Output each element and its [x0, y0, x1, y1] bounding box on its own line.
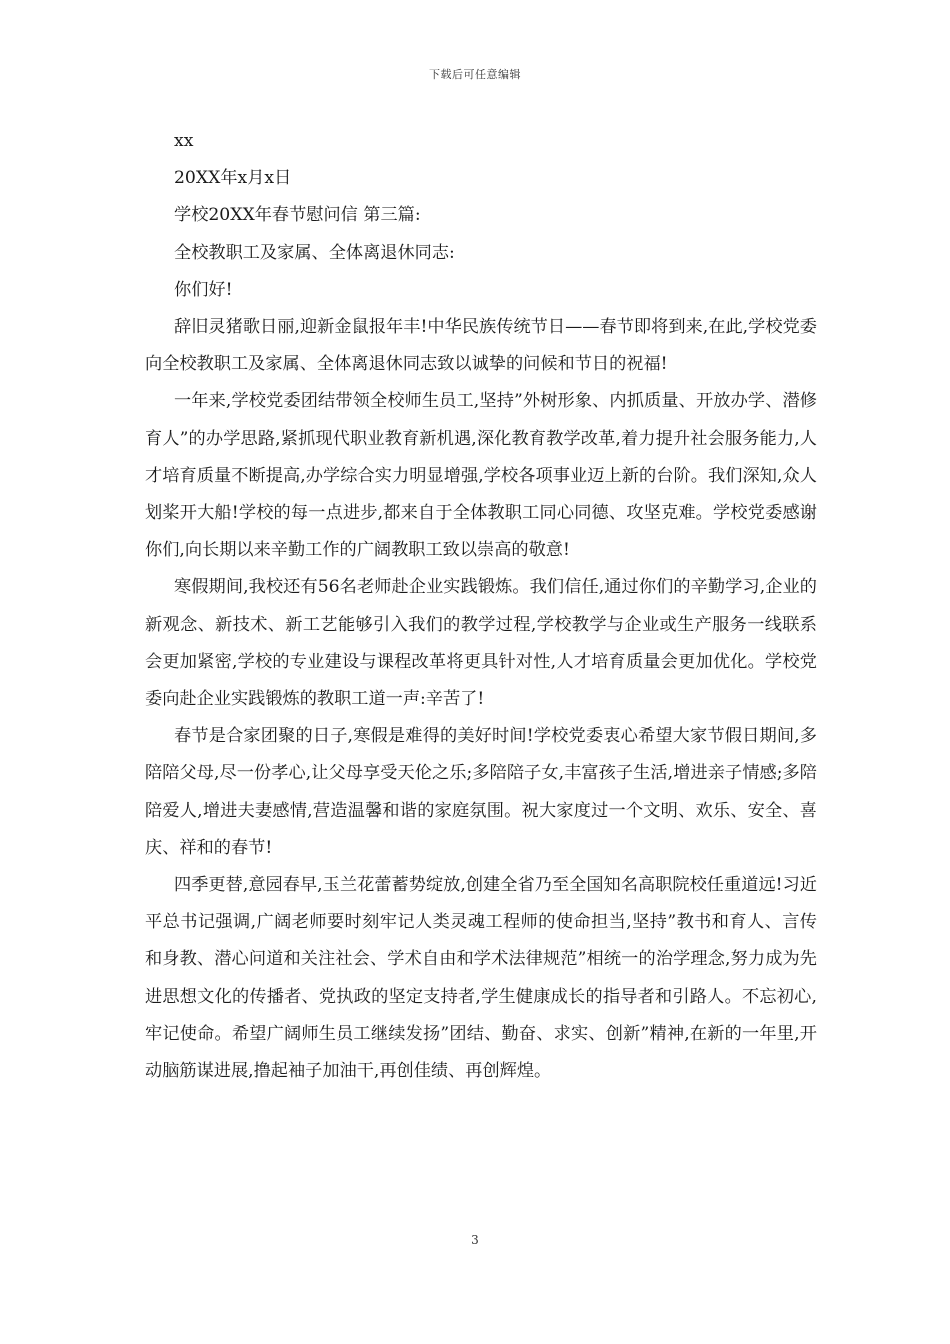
paragraph: 四季更替,意园春早,玉兰花蕾蓄势绽放,创建全省乃至全国知名高职院校任重道远!习近平总书记强调,广阔老师要时刻牢记人类灵魂工程师的使命担当,坚持”教书和育人、言传和身教、潜心问道和关注社会、学术自由和学术法律规范”相统一的治学理念,努力成为先进思想文化的传播者、党执政的坚定支持者,学生健康成长的指导者和引路人。不忘初心,牢记使命。希望广阔师生员工继续发扬”团结、勤奋、求实、创新”精神,在新的一年里,开动脑筋谋进展,撸起袖子加油干,再创佳绩、再创辉煌。	[145, 874, 817, 1081]
signature-line: xx	[174, 131, 194, 151]
paragraph: 辞旧灵猪歌日丽,迎新金鼠报年丰!中华民族传统节日——春节即将到来,在此,学校党委向全校教职工及家属、全体离退休同志致以诚挚的问候和节日的祝福!	[145, 316, 817, 375]
salutation: 全校教职工及家属、全体离退休同志:	[174, 242, 455, 263]
letter-title: 学校20XX年春节慰问信 第三篇:	[174, 205, 421, 226]
date-line: 20XX年x月x日	[174, 168, 292, 189]
greeting: 你们好!	[174, 279, 233, 300]
paragraph: 春节是合家团聚的日子,寒假是难得的美好时间!学校党委衷心希望大家节假日期间,多陪陪父母,尽一份孝心,让父母享受天伦之乐;多陪陪子女,丰富孩子生活,增进亲子情感;多陪陪爱人,增进夫妻感情,营造温馨和谐的家庭氛围。祝大家度过一个文明、欢乐、安全、喜庆、祥和的春节!	[145, 726, 817, 858]
paragraph: 一年来,学校党委团结带领全校师生员工,坚持”外树形象、内抓质量、开放办学、潜修育人”的办学思路,紧抓现代职业教育新机遇,深化教育教学改革,着力提升社会服务能力,人才培育质量不断提高,办学综合实力明显增强,学校各项事业迈上新的台阶。我们深知,众人划桨开大船!学校的每一点进步,都来自于全体教职工同心同德、攻坚克难。学校党委感谢你们,向长期以来辛勤工作的广阔教职工致以崇高的敬意!	[145, 391, 817, 561]
paragraph: 寒假期间,我校还有56名老师赴企业实践锻炼。我们信任,通过你们的辛勤学习,企业的新观念、新技术、新工艺能够引入我们的教学过程,学校教学与企业或生产服务一线联系会更加紧密,学校的专业建设与课程改革将更具针对性,人才培育质量会更加优化。学校党委向赴企业实践锻炼的教职工道一声:辛苦了!	[145, 577, 817, 709]
letter-body	[145, 123, 817, 1090]
download-note: 下载后可任意编辑	[429, 68, 521, 81]
page-number: 3	[471, 1233, 479, 1247]
